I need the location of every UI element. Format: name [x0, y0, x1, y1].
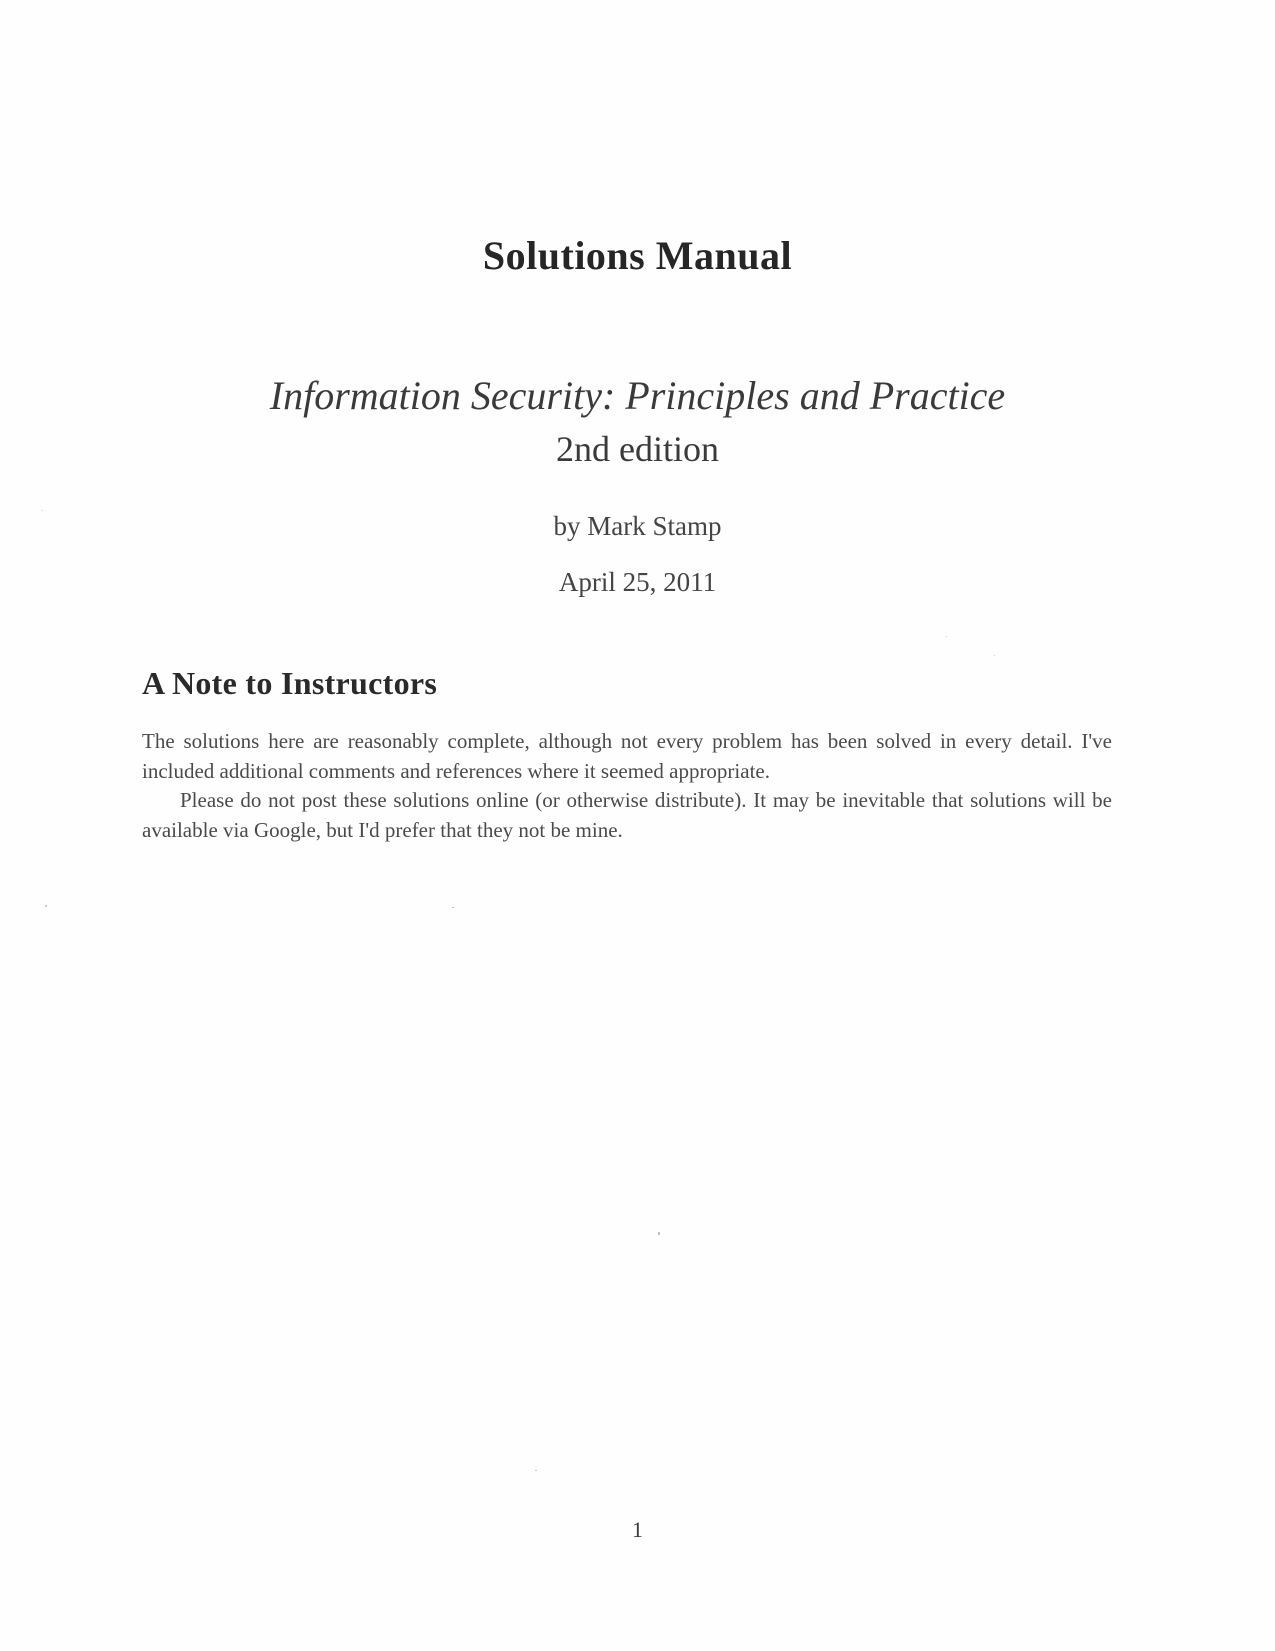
document-date: April 25, 2011: [558, 567, 717, 597]
scan-speck: [535, 1470, 537, 1471]
section-heading: A Note to Instructors: [142, 665, 438, 701]
scan-speck: [946, 636, 947, 637]
document-title: Solutions Manual: [482, 233, 793, 278]
scan-speck: [45, 905, 47, 907]
book-title: Information Security: Principles and Practice: [269, 373, 1006, 418]
scan-speck: [994, 655, 995, 656]
scan-speck: [452, 907, 454, 908]
edition-label: 2nd edition: [556, 429, 719, 469]
scan-speck: [658, 1232, 660, 1235]
scan-speck: [42, 510, 43, 511]
paragraph-2: Please do not post these solutions online (or otherwise distribute). It may be inevitable that solutions will be available via Google, but I'd prefer that they not be mine.: [142, 788, 1112, 842]
paragraph-1: The solutions here are reasonably complete, although not every problem has been solved in every detail. I've included additional comments and references where it seemed appropriate.: [142, 729, 1112, 783]
page-number: 1: [632, 1517, 643, 1542]
author-line: by Mark Stamp: [553, 511, 722, 541]
